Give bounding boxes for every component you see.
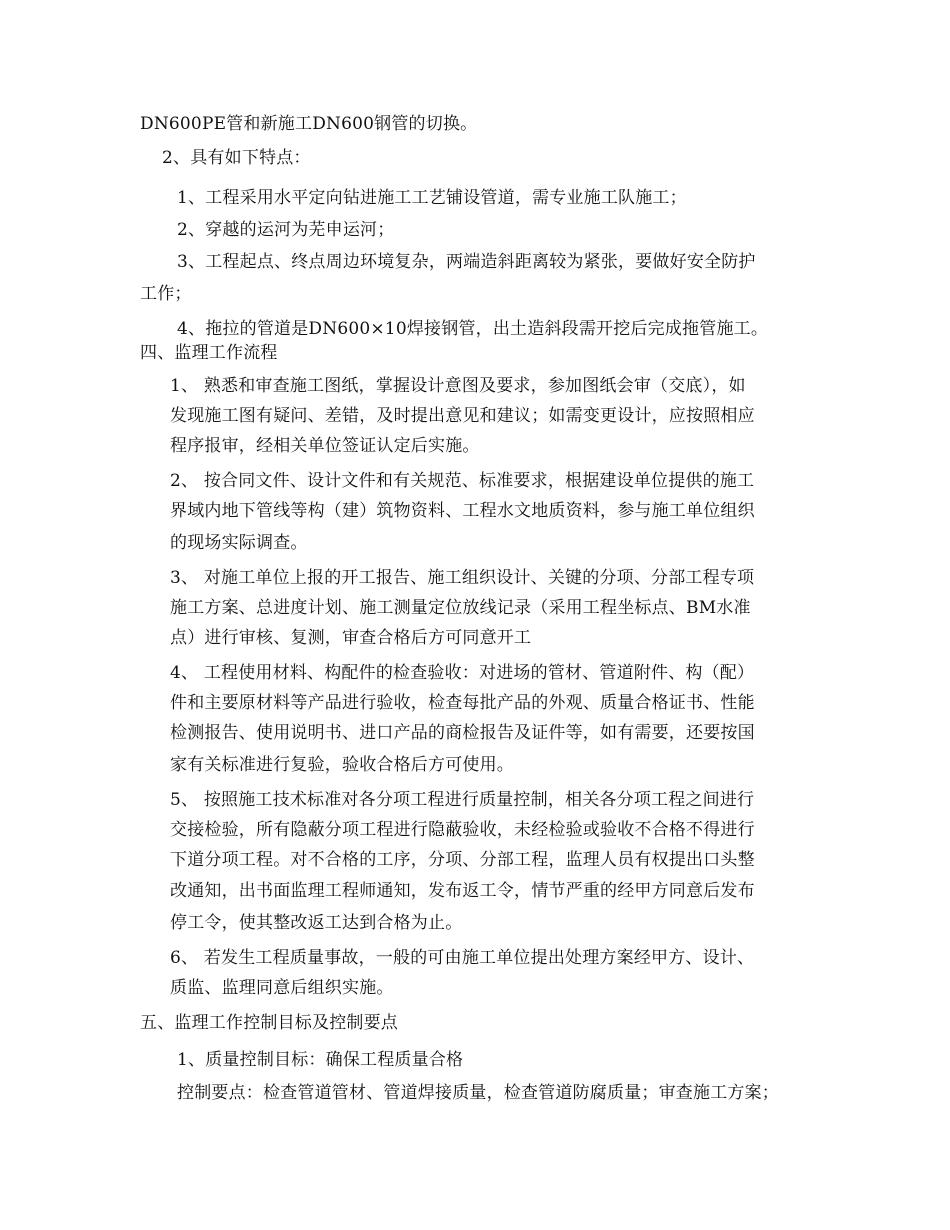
text-line: 5、 按照施工技术标准对各分项工程进行质量控制，相关各分项工程之间进行	[170, 790, 755, 810]
text-line: 2、 按合同文件、设计文件和有关规范、标准要求，根据建设单位提供的施工	[170, 471, 755, 491]
text-line: 件和主要原材料等产品进行验收，检查每批产品的外观、质量合格证书、性能	[170, 693, 755, 713]
text-line: 4、 工程使用材料、构配件的检查验收：对进场的管材、管道附件、构（配）	[170, 663, 755, 683]
text-line: 检测报告、使用说明书、进口产品的商检报告及证件等，如有需要，还要按国	[170, 723, 755, 743]
text-line: 界域内地下管线等构（建）筑物资料、工程水文地质资料，参与施工单位组织	[170, 501, 755, 521]
text-line: 1、工程采用水平定向钻进施工工艺铺设管道，需专业施工队施工；	[177, 188, 687, 208]
text-line: 2、穿越的运河为芜申运河；	[177, 220, 395, 240]
text-line: 1、质量控制目标：确保工程质量合格	[177, 1050, 464, 1070]
text-line: 工作；	[140, 284, 192, 304]
text-line: 停工令，使其整改返工达到合格为止。	[170, 913, 463, 933]
text-line: 家有关标准进行复验，验收合格后方可使用。	[170, 755, 514, 775]
text-line: 2、具有如下特点：	[162, 148, 311, 168]
text-line: 交接检验，所有隐蔽分项工程进行隐蔽验收，未经检验或验收不合格不得进行	[170, 820, 755, 840]
text-line: 程序报审，经相关单位签证认定后实施。	[170, 436, 480, 456]
text-line: 3、 对施工单位上报的开工报告、施工组织设计、关键的分项、分部工程专项	[170, 568, 755, 588]
text-line: 改通知，出书面监理工程师通知，发布返工令，情节严重的经甲方同意后发布	[170, 881, 755, 901]
text-line: 的现场实际调查。	[170, 533, 308, 553]
text-line: DN600PE管和新施工DN600钢管的切换。	[140, 114, 478, 134]
text-line: 3、工程起点、终点周边环境复杂，两端造斜距离较为紧张，要做好安全防护	[177, 252, 756, 272]
text-line: 质监、监理同意后组织实施。	[170, 978, 394, 998]
section-heading: 五、监理工作控制目标及控制要点	[140, 1013, 398, 1033]
text-line: 4、拖拉的管道是DN600×10焊接钢管，出土造斜段需开挖后完成拖管施工。	[177, 319, 769, 339]
text-line: 发现施工图有疑问、差错，及时提出意见和建议；如需变更设计，应按照相应	[170, 406, 755, 426]
text-line: 控制要点：检查管道管材、管道焊接质量，检查管道防腐质量；审查施工方案；	[177, 1083, 779, 1103]
text-line: 1、 熟悉和审查施工图纸，掌握设计意图及要求，参加图纸会审（交底），如	[170, 376, 746, 396]
section-heading: 四、监理工作流程	[140, 343, 278, 363]
text-line: 6、 若发生工程质量事故，一般的可由施工单位提出处理方案经甲方、设计、	[170, 948, 755, 968]
text-line: 点）进行审核、复测，审查合格后方可同意开工	[170, 628, 532, 648]
text-line: 施工方案、总进度计划、施工测量定位放线记录（采用工程坐标点、BM水准	[170, 598, 751, 618]
text-line: 下道分项工程。对不合格的工序，分项、分部工程，监理人员有权提出口头整	[170, 850, 755, 870]
